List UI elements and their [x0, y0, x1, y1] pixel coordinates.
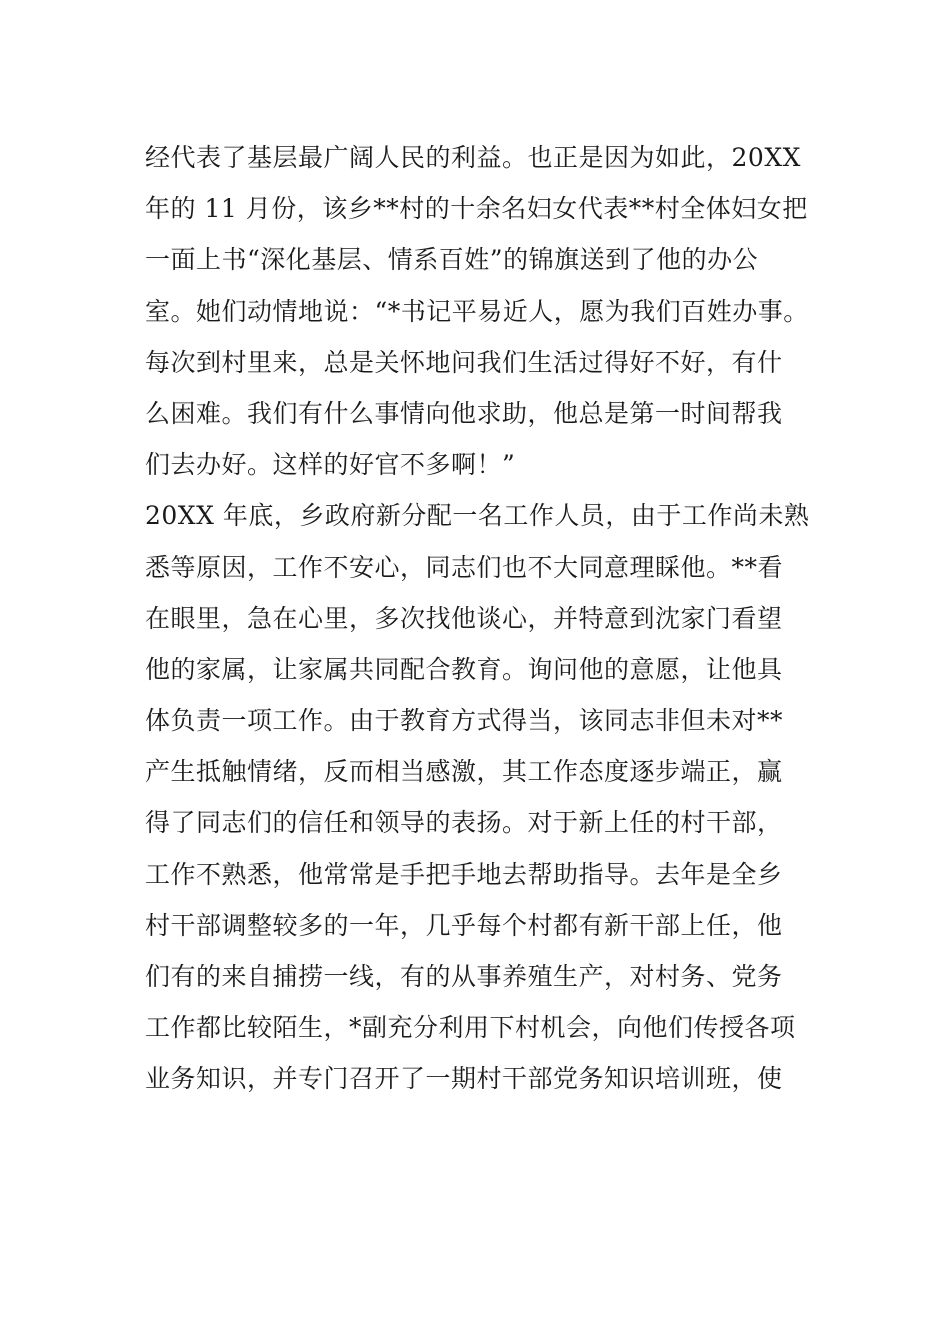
text-line: 工作都比较陌生，*副充分利用下村机会，向他们传授各项 — [145, 1013, 796, 1043]
text-line: 在眼里，急在心里，多次找他谈心，并特意到沈家门看望 — [145, 603, 783, 633]
text-line: 产生抵触情绪，反而相当感激，其工作态度逐步端正，赢 — [145, 757, 783, 787]
text-line: 们去办好。这样的好官不多啊！” — [145, 450, 516, 480]
text-line: 经代表了基层最广阔人民的利益。也正是因为如此，20XX — [145, 143, 801, 172]
text-line: 20XX 年底，乡政府新分配一名工作人员，由于工作尚未熟 — [145, 501, 810, 531]
text-line: 体负责一项工作。由于教育方式得当，该同志非但未对** — [145, 706, 784, 736]
text-line: 么困难。我们有什么事情向他求助，他总是第一时间帮我 — [145, 398, 783, 428]
text-line: 他的家属，让家属共同配合教育。询问他的意愿，让他具 — [145, 654, 783, 684]
text-line: 们有的来自捕捞一线，有的从事养殖生产，对村务、党务 — [145, 962, 783, 991]
text-line: 工作不熟悉，他常常是手把手地去帮助指导。去年是全乡 — [145, 859, 783, 889]
text-line: 室。她们动情地说：“*书记平易近人，愿为我们百姓办事。 — [145, 296, 809, 326]
text-line: 一面上书“深化基层、情系百姓”的锦旗送到了他的办公 — [145, 245, 759, 275]
body-text — [145, 132, 825, 1105]
text-line: 村干部调整较多的一年，几乎每个村都有新干部上任，他 — [145, 910, 783, 940]
text-line: 年的 11 月份，该乡**村的十余名妇女代表**村全体妇女把 — [145, 194, 808, 224]
text-line: 悉等原因，工作不安心，同志们也不大同意理睬他。**看 — [145, 552, 784, 582]
text-line: 得了同志们的信任和领导的表扬。对于新上任的村干部， — [145, 808, 783, 838]
text-line: 业务知识，并专门召开了一期村干部党务知识培训班，使 — [145, 1064, 783, 1094]
text-line: 每次到村里来，总是关怀地问我们生活过得好不好，有什 — [145, 347, 783, 377]
